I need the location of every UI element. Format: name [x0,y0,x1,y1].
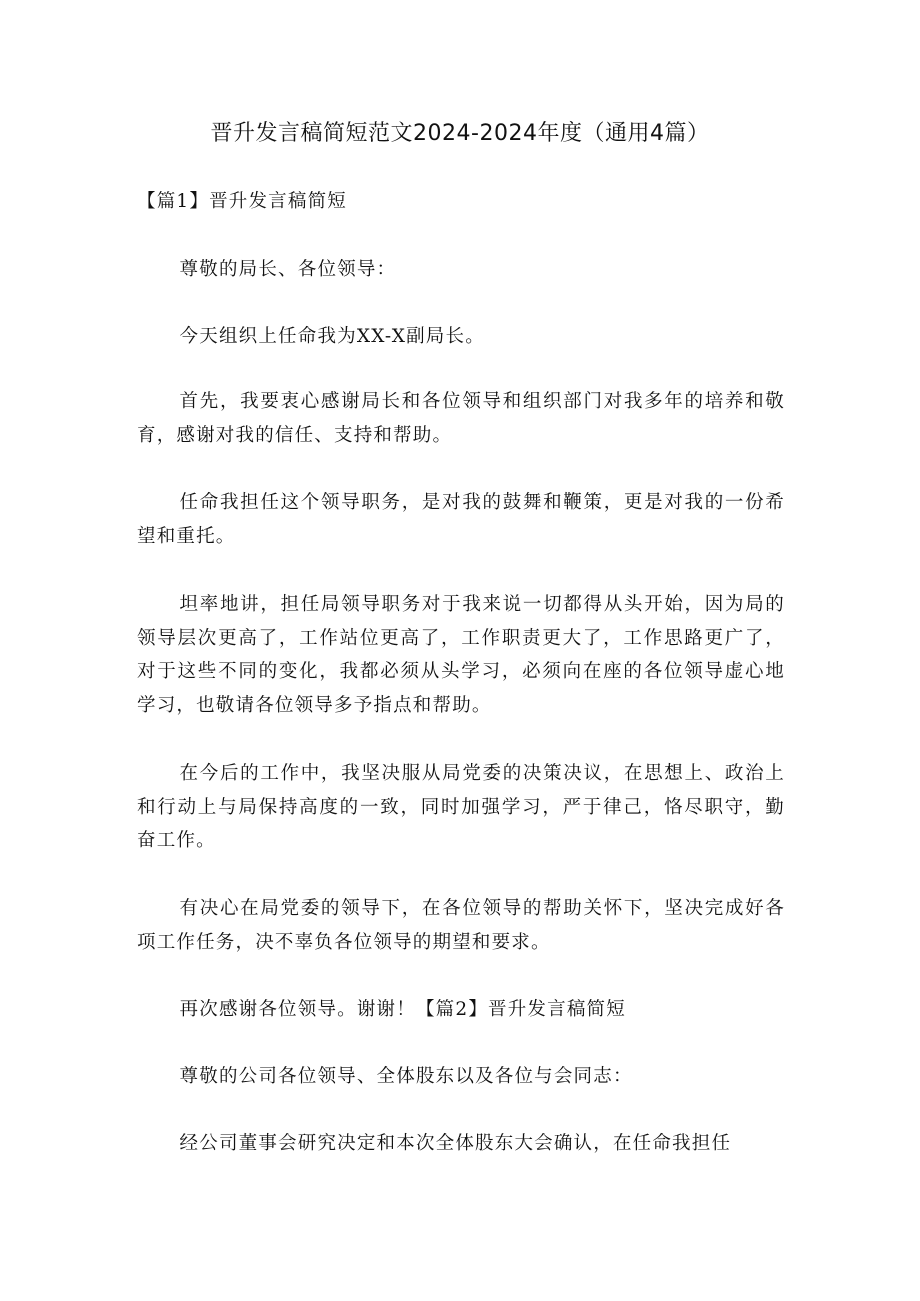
paragraph: 今天组织上任命我为XX-X副局长。 [179,326,485,347]
paragraph: 再次感谢各位领导。谢谢！【篇2】晋升发言稿简短 [179,999,626,1020]
paragraph: 首先，我要衷心感谢局长和各位领导和组织部门对我多年的培养和敬育，感谢对我的信任、支持和帮助。 [137,391,785,446]
section-heading-1: 【篇1】晋升发言稿简短 [137,191,347,212]
paragraph: 有决心在局党委的领导下，在各位领导的帮助关怀下，坚决完成好各项工作任务，决不辜负各位领导的期望和要求。 [137,898,785,953]
paragraph: 任命我担任这个领导职务，是对我的鼓舞和鞭策，更是对我的一份希望和重托。 [137,492,785,547]
paragraph: 经公司董事会研究决定和本次全体股东大会确认，在任命我担任 [179,1133,732,1154]
paragraph: 在今后的工作中，我坚决服从局党委的决策决议，在思想上、政治上和行动上与局保持高度的一致，同时加强学习，严于律己，恪尽职守，勤奋工作。 [137,763,785,851]
paragraph: 坦率地讲，担任局领导职务对于我来说一切都得从头开始，因为局的领导层次更高了，工作站位更高了，工作职责更大了，工作思路更广了，对于这些不同的变化，我都必须从头学习，必须向在座的各位领导虚心地学习，也敬请各位领导多予指点和帮助。 [137,594,785,716]
paragraph: 尊敬的公司各位领导、全体股东以及各位与会同志： [179,1066,633,1087]
paragraph: 尊敬的局长、各位领导： [179,259,397,280]
document-title: 晋升发言稿简短范文2024-2024年度（通用4篇） [210,121,710,146]
